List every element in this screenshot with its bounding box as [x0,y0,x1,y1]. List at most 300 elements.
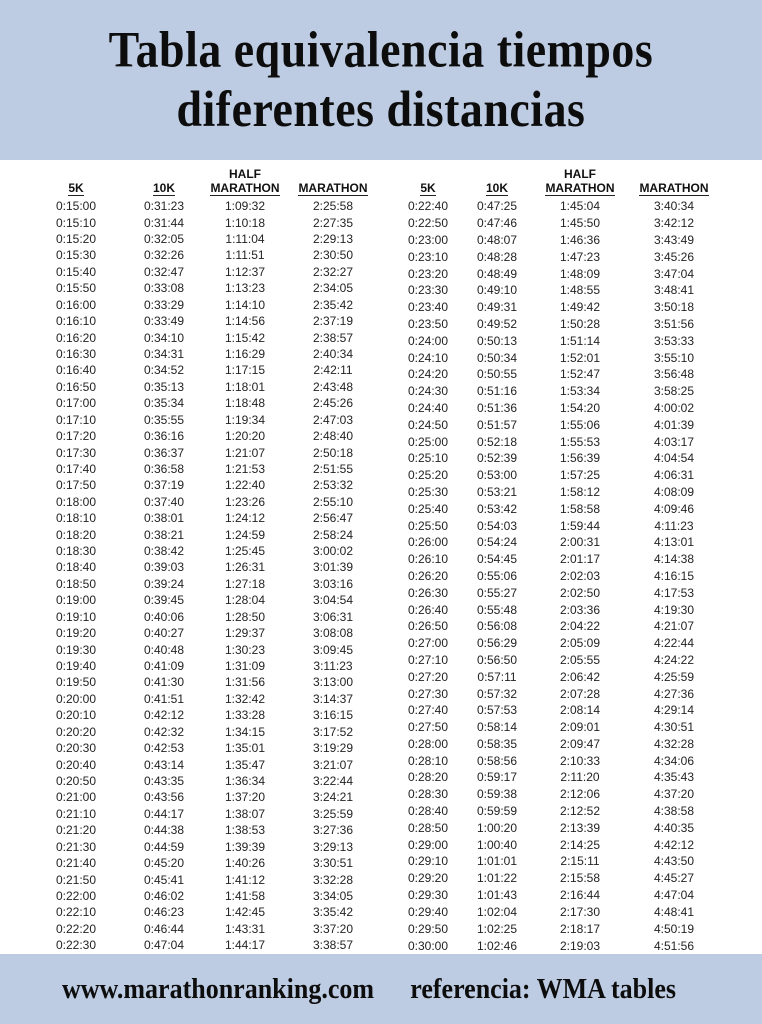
time-cell: 1:41:12 [224,872,266,887]
time-cell: 0:24:50 [407,417,449,432]
table-row [396,500,722,517]
column-header-label: MARATHON [639,181,709,195]
time-cell: 3:16:15 [312,708,354,723]
table-row [396,299,722,316]
time-cell: 0:49:10 [476,283,518,298]
time-cell: 2:56:47 [312,511,354,526]
time-cell: 0:36:16 [143,429,185,444]
time-cell: 0:28:30 [407,787,449,802]
time-cell: 0:52:39 [476,451,518,466]
time-cell: 4:21:07 [653,619,695,634]
time-cell: 1:52:01 [559,350,601,365]
time-cell: 0:41:30 [143,675,185,690]
time-cell: 0:53:42 [476,501,518,516]
time-cell: 2:55:10 [312,494,354,509]
time-cell: 4:13:01 [653,535,695,550]
time-cell: 0:21:50 [55,872,97,887]
time-cell: 2:02:50 [559,585,601,600]
time-cell: 1:41:58 [224,888,266,903]
column-header [202,168,288,198]
time-cell: 3:25:59 [312,806,354,821]
time-cell: 1:16:29 [224,347,266,361]
time-cell: 1:48:09 [559,266,601,281]
column-header [534,168,626,198]
time-cell: 1:00:40 [476,837,518,852]
time-cell: 0:48:49 [476,266,518,281]
table-row [396,736,722,753]
time-cell: 0:55:48 [476,602,518,617]
time-cell: 0:24:20 [407,367,449,382]
table-row [26,494,378,510]
time-cell: 0:33:49 [143,314,185,329]
time-cell: 0:33:08 [143,281,185,296]
time-cell: 2:09:01 [559,720,601,735]
time-cell: 2:01:17 [559,552,601,567]
table-row [396,467,722,484]
time-cell: 1:20:20 [224,429,266,444]
table-row [396,786,722,803]
table-row [26,822,378,838]
time-cell: 0:17:00 [55,396,97,411]
time-cell: 2:11:20 [560,770,600,785]
time-cell: 2:34:05 [312,281,354,296]
time-cell: 1:39:39 [224,839,266,854]
time-cell: 4:50:19 [653,921,695,936]
time-cell: 2:42:11 [313,363,353,378]
time-cell: 0:54:45 [476,552,518,567]
time-cell: 1:00:20 [476,820,518,835]
time-cell: 1:21:07 [224,445,266,460]
table-row [26,395,378,411]
time-cell: 0:23:30 [407,283,449,298]
column-header-label: MARATHON [545,181,615,195]
time-cell: 0:48:07 [476,232,518,247]
time-cell: 0:58:14 [476,720,518,735]
table-row [26,543,378,559]
table-row [396,366,722,383]
time-cell: 0:29:20 [407,871,449,886]
time-cell: 1:50:28 [559,316,601,331]
time-cell: 4:08:09 [653,484,695,499]
time-cell: 0:28:20 [407,770,449,785]
time-cell: 1:35:47 [224,757,266,772]
time-cell: 4:11:23 [654,518,694,533]
time-cell: 3:37:20 [312,921,354,936]
time-cell: 0:15:10 [55,215,97,230]
time-cell: 1:28:50 [224,609,266,624]
table-row [26,231,378,247]
time-cell: 3:01:39 [312,560,354,575]
time-cell: 0:49:52 [476,316,518,331]
time-cell: 3:29:13 [312,839,354,854]
equivalence-table-right [396,168,722,954]
time-cell: 1:44:17 [224,938,266,953]
time-cell: 3:14:37 [312,691,354,706]
time-cell: 4:47:04 [653,888,695,903]
time-cell: 0:16:40 [55,363,97,378]
time-cell: 0:22:20 [55,921,97,936]
time-cell: 0:26:10 [407,552,449,567]
time-cell: 2:53:32 [312,478,354,493]
time-cell: 0:42:32 [143,724,185,739]
table-row [396,316,722,333]
time-cell: 3:09:45 [312,642,354,657]
time-cell: 1:54:20 [559,400,601,415]
time-cell: 0:27:40 [407,703,449,718]
table-row [26,214,378,230]
table-row [26,888,378,904]
time-cell: 0:50:34 [476,350,518,365]
time-cell: 0:43:35 [143,773,185,788]
equivalence-tables-area [0,160,762,954]
table-row [396,752,722,769]
time-cell: 0:23:00 [407,232,449,247]
time-cell: 0:28:50 [407,820,449,835]
table-row [396,635,722,652]
time-cell: 0:28:00 [407,736,449,751]
time-cell: 0:26:50 [407,619,449,634]
time-cell: 0:55:06 [476,568,518,583]
table-row [396,668,722,685]
time-cell: 2:04:22 [559,619,601,634]
time-cell: 0:36:58 [143,461,185,476]
table-row [396,853,722,870]
table-row [26,461,378,477]
table-row [396,836,722,853]
time-cell: 4:27:36 [653,686,695,701]
time-cell: 0:34:52 [143,363,185,378]
table-row [26,198,378,214]
column-header-label: 5K [68,181,84,195]
time-cell: 1:26:31 [224,560,266,575]
time-cell: 0:19:40 [55,659,97,674]
time-cell: 1:18:48 [224,396,266,411]
time-cell: 0:18:00 [55,494,97,509]
time-cell: 0:51:16 [476,384,518,399]
time-cell: 0:39:24 [143,576,185,591]
time-cell: 0:52:18 [476,434,518,449]
header-row [396,168,722,198]
time-cell: 0:21:20 [55,823,97,838]
time-cell: 4:29:14 [653,703,695,718]
time-cell: 4:40:35 [653,820,695,835]
column-header [26,168,126,198]
table-row [26,313,378,329]
time-cell: 0:27:00 [407,636,449,651]
time-cell: 3:11:23 [313,659,353,674]
table-row [26,773,378,789]
table-row [396,484,722,501]
time-cell: 0:24:40 [407,400,449,415]
time-cell: 0:41:09 [143,659,185,674]
table-row [26,609,378,625]
footer-band [0,954,762,1024]
time-cell: 0:17:30 [55,445,97,460]
time-cell: 4:43:50 [653,854,695,869]
column-header [460,168,534,198]
table-row [396,685,722,702]
time-cell: 0:22:00 [55,888,97,903]
table-row [26,806,378,822]
table-row [26,526,378,542]
time-cell: 0:38:42 [143,544,185,559]
time-cell: 1:34:15 [224,724,266,739]
time-cell: 4:25:59 [653,669,695,684]
time-cell: 4:42:12 [653,837,695,852]
time-cell: 1:01:01 [476,854,518,869]
time-cell: 4:09:46 [653,501,695,516]
time-cell: 0:48:28 [476,249,518,264]
time-cell: 2:18:17 [559,921,601,936]
time-cell: 0:37:40 [143,494,185,509]
table-row [26,789,378,805]
time-cell: 0:18:40 [55,560,97,575]
time-cell: 0:20:10 [55,708,97,723]
time-cell: 0:50:13 [476,333,518,348]
time-cell: 0:17:10 [55,412,97,427]
time-cell: 1:29:37 [224,626,266,641]
table-row [26,724,378,740]
time-cell: 2:51:55 [312,461,354,476]
table-header-right [396,168,722,198]
time-cell: 1:59:44 [559,518,601,533]
time-cell: 2:14:25 [559,837,601,852]
time-cell: 0:32:05 [143,232,185,247]
time-cell: 4:06:31 [653,468,695,483]
table-row [26,576,378,592]
time-cell: 2:02:03 [559,568,601,583]
time-cell: 0:34:10 [143,330,185,345]
time-cell: 0:15:30 [55,248,97,263]
table-row [26,641,378,657]
time-cell: 0:47:04 [143,938,185,953]
time-cell: 0:18:10 [55,511,97,526]
time-cell: 1:01:22 [476,871,518,886]
time-cell: 0:39:03 [143,560,185,575]
time-cell: 0:27:30 [407,686,449,701]
time-cell: 4:03:17 [653,434,695,449]
table-row [26,510,378,526]
table-row [396,887,722,904]
time-cell: 0:25:00 [407,434,449,449]
time-cell: 3:32:28 [312,872,354,887]
time-cell: 4:35:43 [653,770,695,785]
time-cell: 0:20:40 [55,757,97,772]
table-row [26,444,378,460]
table-row [26,740,378,756]
time-cell: 0:29:30 [407,888,449,903]
time-cell: 1:57:25 [559,468,601,483]
table-row [396,937,722,954]
time-cell: 4:04:54 [653,451,695,466]
table-row [26,247,378,263]
time-cell: 2:17:30 [559,904,601,919]
time-cell: 1:45:04 [559,199,601,214]
time-cell: 1:11:51 [225,248,265,263]
time-cell: 0:19:00 [55,593,97,608]
time-cell: 1:55:06 [559,417,601,432]
time-cell: 2:12:06 [559,787,601,802]
time-cell: 4:16:15 [653,568,695,583]
column-header-label: 10K [485,181,508,195]
time-cell: 4:24:22 [653,652,695,667]
table-row [396,534,722,551]
time-cell: 2:35:42 [312,297,354,312]
time-cell: 4:30:51 [653,720,695,735]
column-header-label: MARATHON [298,181,368,195]
reference-text: referencia: WMA tables [410,972,676,1005]
time-cell: 0:16:50 [55,379,97,394]
time-cell: 2:40:34 [312,347,354,361]
time-cell: 1:10:18 [224,215,266,230]
time-cell: 0:33:29 [143,297,185,312]
time-cell: 0:47:46 [476,216,518,231]
table-row [26,559,378,575]
time-cell: 0:25:10 [407,451,449,466]
column-header [396,168,460,198]
time-cell: 4:32:28 [653,736,695,751]
title-band [0,0,762,160]
table-row [396,618,722,635]
time-cell: 0:28:40 [407,804,449,819]
time-cell: 0:35:55 [143,412,185,427]
table-row [396,198,722,215]
time-cell: 0:20:30 [55,741,97,756]
time-cell: 3:08:08 [312,626,354,641]
time-cell: 3:48:41 [653,283,695,298]
time-cell: 1:14:56 [224,314,266,329]
time-cell: 0:25:30 [407,484,449,499]
column-header-label: MARATHON [210,181,280,195]
time-cell: 0:35:34 [143,396,185,411]
time-cell: 2:15:58 [559,871,601,886]
time-cell: 0:25:50 [407,518,449,533]
time-cell: 0:54:24 [476,535,518,550]
time-cell: 4:19:30 [653,602,695,617]
time-cell: 0:27:50 [407,720,449,735]
time-cell: 0:57:53 [476,703,518,718]
time-cell: 3:06:31 [312,609,354,624]
table-row [396,803,722,820]
table-row [396,769,722,786]
time-cell: 0:46:44 [143,921,185,936]
time-cell: 4:37:20 [653,787,695,802]
time-cell: 0:26:00 [407,535,449,550]
time-cell: 0:59:59 [476,804,518,819]
time-cell: 0:18:20 [55,527,97,542]
time-cell: 3:19:29 [312,741,354,756]
column-header [626,168,722,198]
time-cell: 0:22:30 [55,938,97,953]
time-cell: 1:15:42 [224,330,266,345]
time-cell: 3:17:52 [312,724,354,739]
time-cell: 3:30:51 [312,856,354,871]
time-cell: 4:22:44 [653,636,695,651]
time-cell: 0:38:21 [143,527,185,542]
time-cell: 0:45:20 [143,856,185,871]
table-row [26,362,378,378]
page-title-line1: Tabla equivalencia tiempos [108,21,654,78]
time-cell: 1:14:10 [224,297,266,312]
time-cell: 2:09:47 [559,736,601,751]
time-cell: 3:34:05 [312,888,354,903]
time-cell: 1:24:12 [224,511,266,526]
time-cell: 2:25:58 [312,199,354,214]
table-body-left [26,198,378,954]
time-cell: 0:32:26 [143,248,185,263]
time-cell: 3:50:18 [653,300,695,315]
time-cell: 0:30:00 [407,938,449,953]
time-cell: 2:05:55 [559,652,601,667]
time-cell: 1:55:53 [559,434,601,449]
time-cell: 3:03:16 [312,576,354,591]
time-cell: 4:14:38 [653,552,695,567]
column-header-top-line: HALF [229,167,261,181]
time-cell: 0:57:32 [476,686,518,701]
table-row [26,937,378,954]
time-cell: 0:19:50 [55,675,97,690]
table-row [26,871,378,887]
table-row [26,691,378,707]
time-cell: 0:23:20 [407,266,449,281]
time-cell: 2:29:13 [312,232,354,247]
time-cell: 1:31:56 [224,675,266,690]
time-cell: 2:08:14 [559,703,601,718]
table-row [396,517,722,534]
time-cell: 0:31:44 [143,215,185,230]
time-cell: 0:32:47 [143,264,185,279]
time-cell: 1:09:32 [224,199,266,214]
time-cell: 4:17:53 [653,585,695,600]
time-cell: 1:36:34 [224,773,266,788]
time-cell: 0:29:00 [407,837,449,852]
time-cell: 0:51:57 [476,417,518,432]
time-cell: 0:38:01 [143,511,185,526]
time-cell: 0:18:50 [55,576,97,591]
table-row [396,332,722,349]
table-row [396,719,722,736]
time-cell: 3:47:04 [653,266,695,281]
time-cell: 0:59:38 [476,787,518,802]
time-cell: 0:22:40 [407,199,449,214]
time-cell: 2:16:44 [559,888,601,903]
table-row [396,400,722,417]
time-cell: 3:22:44 [312,773,354,788]
column-header-label: 5K [420,181,436,195]
time-cell: 3:51:56 [653,316,695,331]
time-cell: 0:57:11 [477,669,517,684]
time-cell: 0:24:30 [407,384,449,399]
time-cell: 1:25:45 [224,544,266,559]
time-cell: 0:40:06 [143,609,185,624]
time-cell: 0:47:25 [476,199,518,214]
time-cell: 0:16:10 [55,314,97,329]
time-cell: 1:33:28 [224,708,266,723]
table-row [26,625,378,641]
table-row [396,265,722,282]
time-cell: 1:31:09 [224,659,266,674]
time-cell: 0:26:30 [407,585,449,600]
table-row [26,297,378,313]
table-row [26,379,378,395]
time-cell: 0:56:50 [476,652,518,667]
time-cell: 1:02:46 [476,938,518,953]
table-row [26,855,378,871]
time-cell: 4:01:39 [653,417,695,432]
table-row [396,601,722,618]
time-cell: 1:28:04 [224,593,266,608]
time-cell: 3:45:26 [653,249,695,264]
